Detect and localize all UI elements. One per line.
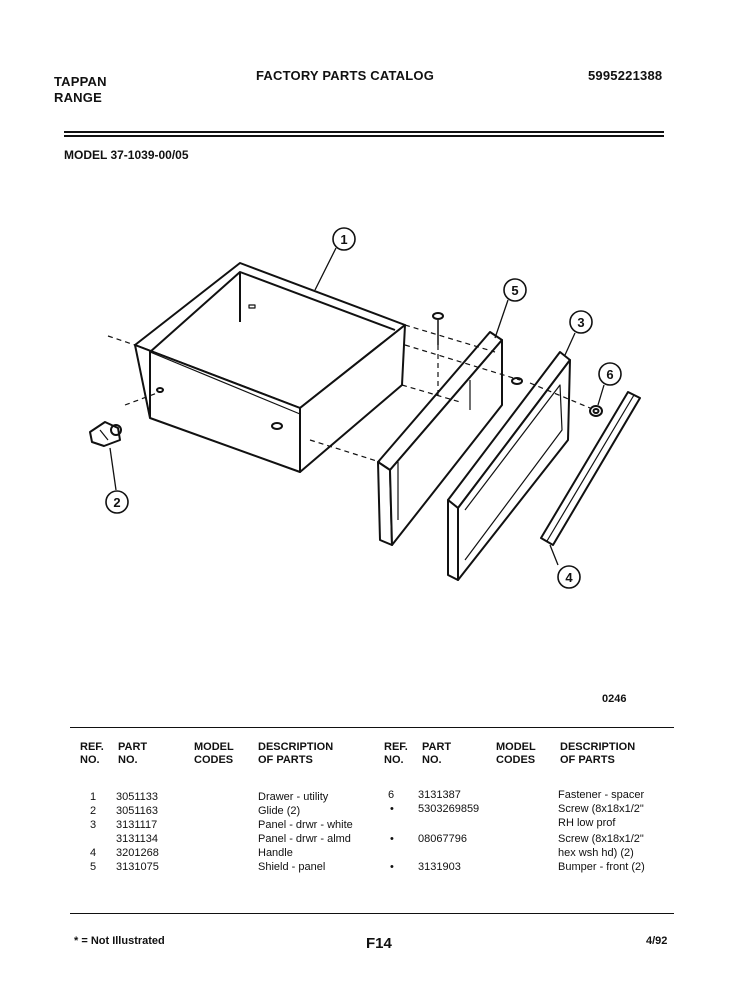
desc-cell: RH low prof <box>558 817 616 829</box>
left-header-part: PART NO. <box>118 741 148 766</box>
ref-cell: 4 <box>90 847 97 859</box>
callout-label-4: 4 <box>565 570 573 585</box>
brand-line-2: RANGE <box>54 90 102 105</box>
fastener-spacer-part <box>590 406 602 416</box>
right-header-model: MODEL CODES <box>496 741 536 766</box>
desc-cell: Handle <box>258 847 293 859</box>
right-header-part: PART NO. <box>422 741 452 766</box>
desc-cell: Glide (2) <box>258 805 301 817</box>
desc-cell: Bumper - front (2) <box>558 861 645 873</box>
catalog-title: FACTORY PARTS CATALOG <box>256 68 435 83</box>
page-number: F14 <box>366 935 392 952</box>
ref-cell: • <box>390 861 394 873</box>
callout-label-6: 6 <box>606 367 614 382</box>
part-cell: 3131903 <box>418 861 461 873</box>
ref-cell: 5 <box>90 861 97 873</box>
callout-label-3: 3 <box>577 315 585 330</box>
ref-cell: 6 <box>388 789 395 801</box>
ref-cell: 3 <box>90 819 97 831</box>
part-cell: 3201268 <box>116 847 159 859</box>
part-cell: 3131075 <box>116 861 159 873</box>
callout-label-2: 2 <box>113 495 121 510</box>
ref-cell: 2 <box>90 805 97 817</box>
desc-cell: Panel - drwr - almd <box>258 833 351 845</box>
revision-date: 4/92 <box>646 935 668 947</box>
left-header-model: MODEL CODES <box>194 741 234 766</box>
callout-label-1: 1 <box>340 232 348 247</box>
desc-cell: Fastener - spacer <box>558 789 645 801</box>
part-cell: 3131134 <box>116 833 159 845</box>
part-cell: 08067796 <box>418 833 467 845</box>
part-cell: 3051163 <box>116 805 159 817</box>
part-cell: 3131117 <box>116 819 158 831</box>
part-cell: 3051133 <box>116 791 159 803</box>
drawer-part <box>135 263 405 472</box>
callout-label-5: 5 <box>511 283 519 298</box>
table-bottom-rule <box>70 913 674 914</box>
catalog-number: 5995221388 <box>588 68 663 83</box>
drawing-number: 0246 <box>602 693 627 705</box>
ref-cell: 1 <box>90 791 97 803</box>
part-cell: 3131387 <box>418 789 461 801</box>
brand-line-1: TAPPAN <box>54 74 107 89</box>
table-top-rule <box>70 727 674 728</box>
right-header-desc: DESCRIPTION OF PARTS <box>560 741 636 766</box>
desc-cell: Drawer - utility <box>258 791 329 803</box>
footnote: * = Not Illustrated <box>74 935 165 947</box>
desc-cell: Shield - panel <box>258 861 326 873</box>
left-header-ref: REF. NO. <box>80 741 104 766</box>
desc-cell: Panel - drwr - white <box>258 819 353 831</box>
part-cell: 5303269859 <box>418 803 480 815</box>
ref-cell: • <box>390 833 394 845</box>
model-line: MODEL 37-1039-00/05 <box>64 148 189 162</box>
desc-cell: Screw (8x18x1/2" <box>558 803 644 815</box>
desc-cell: Screw (8x18x1/2" <box>558 833 644 845</box>
left-header-desc: DESCRIPTION OF PARTS <box>258 741 334 766</box>
right-header-ref: REF. NO. <box>384 741 408 766</box>
glide-part <box>90 422 121 446</box>
screw-part <box>433 313 443 345</box>
ref-cell: • <box>390 803 394 815</box>
desc-cell: hex wsh hd) (2) <box>558 847 634 859</box>
